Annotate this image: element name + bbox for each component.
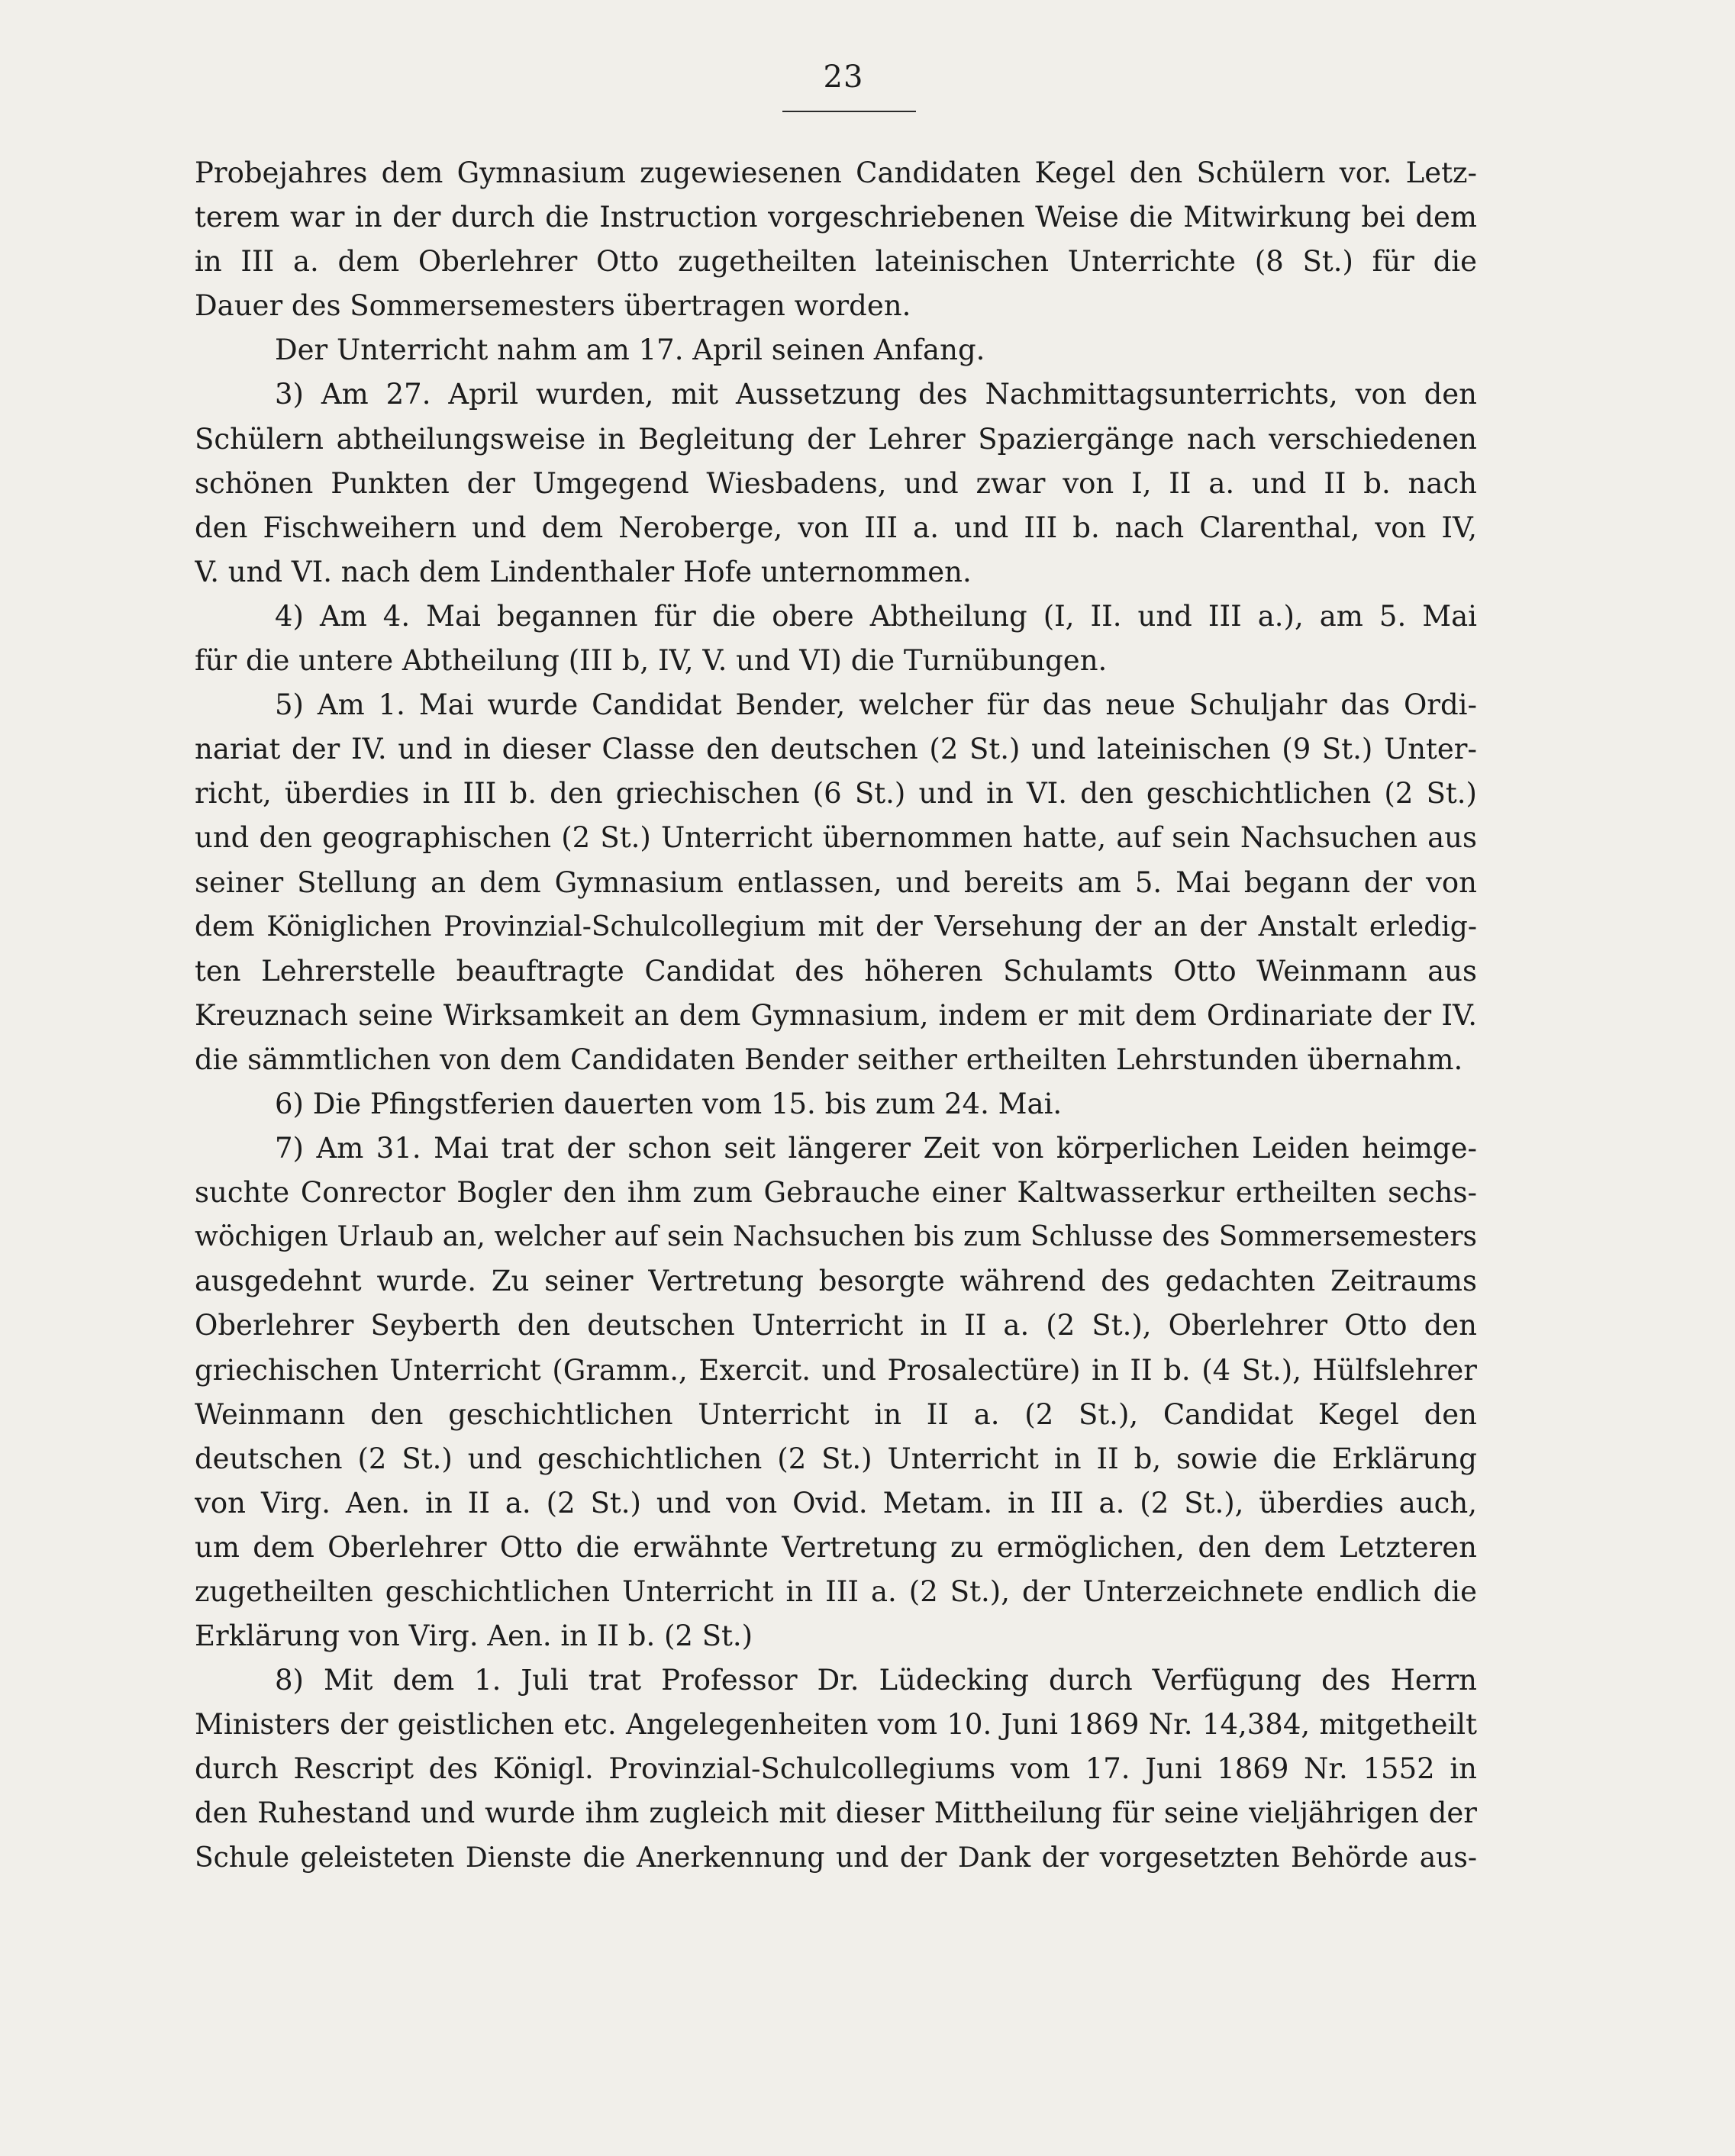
text-line: ausgedehnt wurde. Zu seiner Vertretung besorgte während des gedachten Zeitraums xyxy=(195,1265,1477,1298)
text-line: terem war in der durch die Instruction vorgeschriebenen Weise die Mitwirkung bei dem xyxy=(195,201,1477,234)
text-line: V. und VI. nach dem Lindenthaler Hofe unternommen. xyxy=(195,555,972,588)
text-line: dem Königlichen Provinzial-Schulcollegium mit der Versehung der an der Anstalt erledig- xyxy=(195,910,1477,943)
text-line: deutschen (2 St.) und geschichtlichen (2 St.) Unterricht in II b, sowie die Erklärung xyxy=(195,1442,1477,1475)
text-line: Schule geleisteten Dienste die Anerkennung und der Dank der vorgesetzten Behörde aus- xyxy=(195,1842,1477,1874)
text-line: Oberlehrer Seyberth den deutschen Unterricht in II a. (2 St.), Oberlehrer Otto den xyxy=(195,1309,1477,1342)
text-line: die sämmtlichen von dem Candidaten Bender seither ertheilten Lehrstunden übernahm. xyxy=(195,1043,1463,1076)
text-line: ten Lehrerstelle beauftragte Candidat des höheren Schulamts Otto Weinmann aus xyxy=(195,954,1477,988)
text-line: Erklärung von Virg. Aen. in II b. (2 St.) xyxy=(195,1619,753,1653)
text-line: den Ruhestand und wurde ihm zugleich mit dieser Mittheilung für seine vieljährigen der xyxy=(195,1797,1477,1830)
text-line: richt, überdies in III b. den griechischen (6 St.) und in VI. den geschichtlichen (2 St.) xyxy=(195,777,1477,811)
text-line: zugetheilten geschichtlichen Unterricht in III a. (2 St.), der Unterzeichnete endlich die xyxy=(195,1575,1477,1608)
text-line: in III a. dem Oberlehrer Otto zugetheilten lateinischen Unterrichte (8 St.) für die xyxy=(195,245,1477,279)
text-line: suchte Conrector Bogler den ihm zum Gebrauche einer Kaltwasserkur ertheilten sechs- xyxy=(195,1176,1477,1210)
text-line: Dauer des Sommersemesters übertragen worden. xyxy=(195,289,911,323)
text-line: Probejahres dem Gymnasium zugewiesenen Candidaten Kegel den Schülern vor. Letz- xyxy=(195,156,1477,189)
text-line: schönen Punkten der Umgegend Wiesbadens, und zwar von I, II a. und II b. nach xyxy=(195,466,1477,500)
text-line: seiner Stellung an dem Gymnasium entlassen, und bereits am 5. Mai begann der von xyxy=(195,865,1477,899)
text-line: 5) Am 1. Mai wurde Candidat Bender, welcher für das neue Schuljahr das Ordi- xyxy=(275,688,1477,722)
text-line: 7) Am 31. Mai trat der schon seit längerer Zeit von körperlichen Leiden heimge- xyxy=(275,1132,1477,1165)
text-line: für die untere Abtheilung (III b, IV, V. und VI) die Turnübungen. xyxy=(195,644,1108,678)
text-line: von Virg. Aen. in II a. (2 St.) und von Ovid. Metam. in III a. (2 St.), überdies auch, xyxy=(195,1486,1477,1520)
text-line: Ministers der geistlichen etc. Angelegenheiten vom 10. Juni 1869 Nr. 14,384, mitgetheilt xyxy=(195,1708,1477,1742)
text-line: griechischen Unterricht (Gramm., Exercit. und Prosalectüre) in II b. (4 St.), Hülfslehrer xyxy=(195,1353,1477,1387)
text-line: Kreuznach seine Wirksamkeit an dem Gymnasium, indem er mit dem Ordinariate der IV. xyxy=(195,998,1477,1032)
body-text xyxy=(195,151,1477,1880)
text-line: Weinmann den geschichtlichen Unterricht in II a. (2 St.), Candidat Kegel den xyxy=(195,1397,1477,1431)
text-line: und den geographischen (2 St.) Unterricht übernommen hatte, auf sein Nachsuchen aus xyxy=(195,821,1477,855)
text-line: 3) Am 27. April wurden, mit Aussetzung des Nachmittagsunterrichts, von den xyxy=(275,378,1477,411)
text-line: 4) Am 4. Mai begannen für die obere Abtheilung (I, II. und III a.), am 5. Mai xyxy=(275,599,1477,633)
text-line: Der Unterricht nahm am 17. April seinen Anfang. xyxy=(275,334,985,367)
text-line: 8) Mit dem 1. Juli trat Professor Dr. Lüdecking durch Verfügung des Herrn xyxy=(275,1664,1477,1697)
text-line: wöchigen Urlaub an, welcher auf sein Nachsuchen bis zum Schlusse des Sommersemesters xyxy=(195,1221,1477,1253)
text-line: nariat der IV. und in dieser Classe den deutschen (2 St.) und lateinischen (9 St.) Unter- xyxy=(195,733,1477,766)
text-line: den Fischweihern und dem Neroberge, von III a. und III b. nach Clarenthal, von IV, xyxy=(195,511,1477,544)
text-line: um dem Oberlehrer Otto die erwähnte Vertretung zu ermöglichen, den dem Letzteren xyxy=(195,1530,1477,1564)
text-line: durch Rescript des Königl. Provinzial-Schulcollegiums vom 17. Juni 1869 Nr. 1552 in xyxy=(195,1752,1477,1786)
page-number-rule xyxy=(782,111,916,112)
text-line: 6) Die Pfingstferien dauerten vom 15. bis zum 24. Mai. xyxy=(275,1087,1063,1120)
text-line: Schülern abtheilungsweise in Begleitung der Lehrer Spaziergänge nach verschiedenen xyxy=(195,422,1477,456)
page-number: 23 xyxy=(823,60,864,95)
